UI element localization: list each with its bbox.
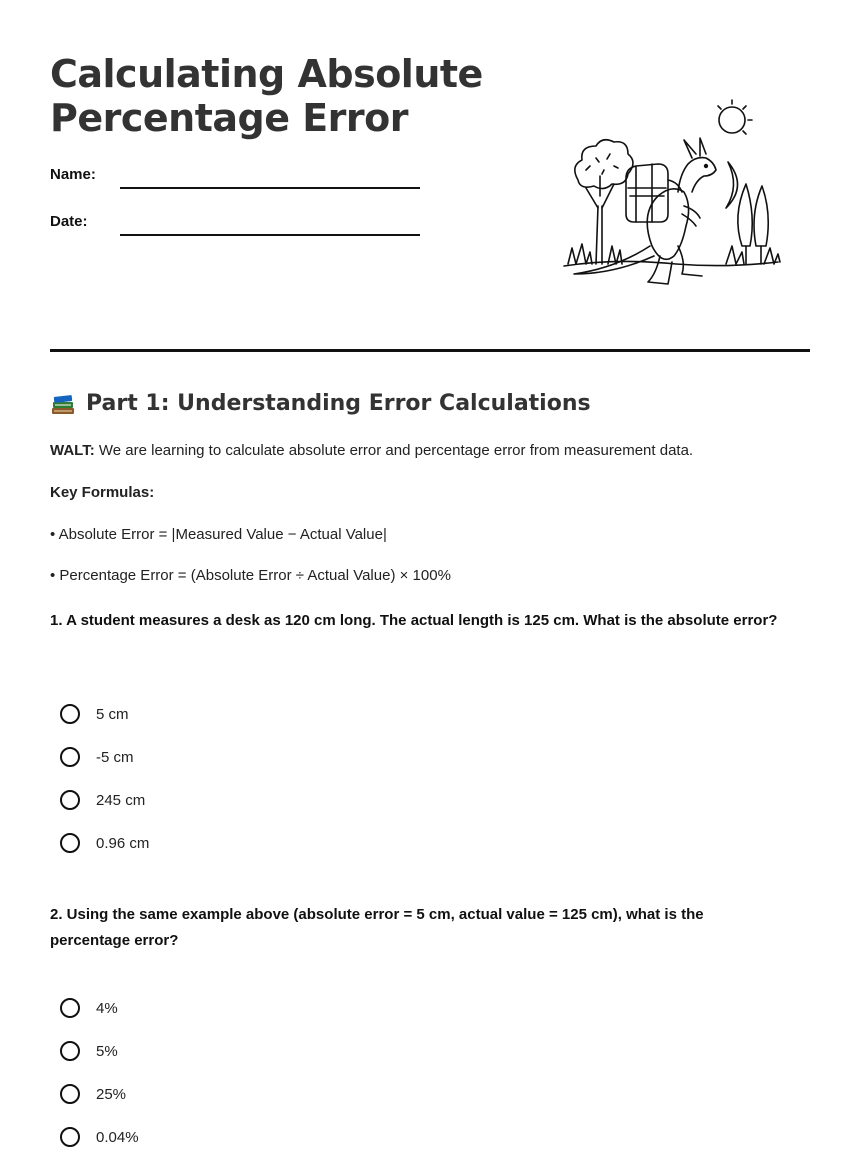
option-label: 0.96 cm: [96, 834, 150, 852]
radio-button[interactable]: [60, 1127, 80, 1147]
option-label: 245 cm: [96, 791, 146, 809]
walt-statement: [50, 440, 693, 462]
question-1-option-c[interactable]: [60, 787, 145, 813]
option-label: 5%: [96, 1042, 118, 1060]
question-1-option-b[interactable]: [60, 744, 134, 770]
name-label: Name:: [50, 166, 96, 183]
radio-button[interactable]: [60, 704, 80, 724]
radio-button[interactable]: [60, 998, 80, 1018]
radio-button[interactable]: [60, 1041, 80, 1061]
walt-label: WALT:: [50, 442, 95, 459]
section-title-text: Part 1: Understanding Error Calculations: [86, 391, 591, 416]
header-divider: [50, 349, 810, 352]
worksheet-title: [50, 52, 530, 140]
option-label: 5 cm: [96, 705, 129, 723]
formula-percentage-error: • Percentage Error = (Absolute Error ÷ Actual Value) × 100%: [50, 567, 451, 584]
question-1-text: 1. A student measures a desk as 120 cm long. The actual length is 125 cm. What is the absolute error?: [50, 612, 778, 629]
question-1-option-a[interactable]: [60, 701, 129, 727]
question-2-option-a[interactable]: [60, 995, 118, 1021]
date-label: Date:: [50, 213, 88, 230]
option-label: -5 cm: [96, 748, 134, 766]
sun-icon: [718, 100, 752, 134]
books-icon: [50, 391, 76, 417]
question-2-option-d[interactable]: [60, 1124, 139, 1150]
title-line-2: Percentage Error: [50, 96, 409, 140]
question-2-option-b[interactable]: [60, 1038, 118, 1064]
title-line-1: Calculating Absolute: [50, 52, 483, 96]
radio-button[interactable]: [60, 1084, 80, 1104]
radio-button[interactable]: [60, 833, 80, 853]
radio-button[interactable]: [60, 747, 80, 767]
radio-button[interactable]: [60, 790, 80, 810]
option-label: 0.04%: [96, 1128, 139, 1146]
question-2-text: 2. Using the same example above (absolute error = 5 cm, actual value = 125 cm), what is the percentage error?: [50, 906, 704, 949]
date-field[interactable]: [120, 234, 420, 236]
option-label: 4%: [96, 999, 118, 1017]
name-field[interactable]: [120, 187, 420, 189]
key-formulas-heading: Key Formulas:: [50, 484, 155, 501]
question-1-option-d[interactable]: [60, 830, 149, 856]
kangaroo-illustration: [556, 96, 786, 296]
section-title: [50, 388, 591, 420]
option-label: 25%: [96, 1085, 127, 1103]
formula-absolute-error: • Absolute Error = |Measured Value − Actual Value|: [50, 526, 387, 543]
question-2-option-c[interactable]: [60, 1081, 126, 1107]
walt-text: We are learning to calculate absolute error and percentage error from measurement data.: [94, 442, 694, 459]
